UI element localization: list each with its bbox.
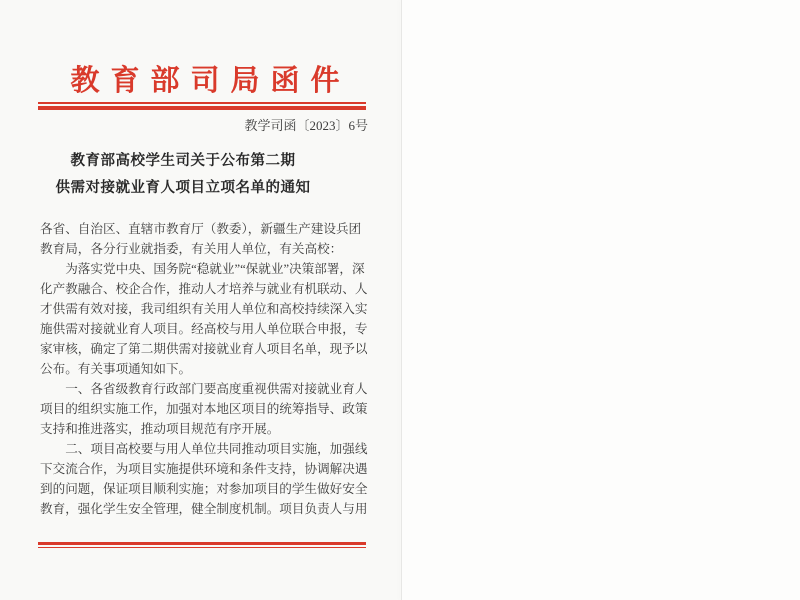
header-rule-thin — [38, 102, 366, 104]
header-rule-thick — [38, 106, 366, 110]
body-line: 教育局，各分行业就指委，有关用人单位，有关高校： — [40, 242, 343, 256]
body-line: 才供需有效对接，我司组织有关用人单位和高校持续深入实 — [40, 302, 368, 316]
body-line: 一、各省级教育行政部门要高度重视供需对接就业育人 — [65, 382, 368, 396]
footer-rule-thick — [38, 542, 366, 545]
notice-title — [38, 148, 328, 202]
body-line: 家审核，确定了第二期供需对接就业育人项目名单，现予以 — [40, 342, 368, 356]
body-line: 下交流合作，为项目实施提供环境和条件支持，协调解决遇 — [40, 462, 368, 476]
body-line: 支持和推进落实，推动项目规范有序开展。 — [40, 422, 280, 436]
body-line: 教育，强化学生安全管理，健全制度机制。项目负责人与用 — [40, 502, 368, 516]
left-page-body — [40, 219, 370, 519]
body-line: 施供需对接就业育人项目。经高校与用人单位联合申报，专 — [40, 322, 368, 336]
body-line: 项目的组织实施工作，加强对本地区项目的统筹指导、政策 — [40, 402, 368, 416]
body-line: 为落实党中央、国务院“稳就业”“保就业”决策部署，深 — [65, 262, 365, 276]
letterhead-title: 教育部司局函件 — [70, 65, 351, 97]
page-right — [402, 0, 800, 600]
body-line: 各省、自治区、直辖市教育厅（教委），新疆生产建设兵团 — [40, 222, 362, 236]
notice-title-line2: 供需对接就业育人项目立项名单的通知 — [55, 180, 311, 196]
doc-number: 教学司函〔2023〕6号 — [244, 118, 368, 133]
body-line: 到的问题，保证项目顺利实施；对参加项目的学生做好安全 — [40, 482, 368, 496]
notice-title-line1: 教育部高校学生司关于公布第二期 — [70, 153, 296, 169]
body-line: 公布。有关事项通知如下。 — [40, 362, 192, 376]
footer-rule-thin — [38, 547, 366, 548]
body-line: 化产教融合、校企合作，推动人才培养与就业有机联动、人 — [40, 282, 368, 296]
body-line: 二、项目高校要与用人单位共同推动项目实施，加强线 — [65, 442, 368, 456]
